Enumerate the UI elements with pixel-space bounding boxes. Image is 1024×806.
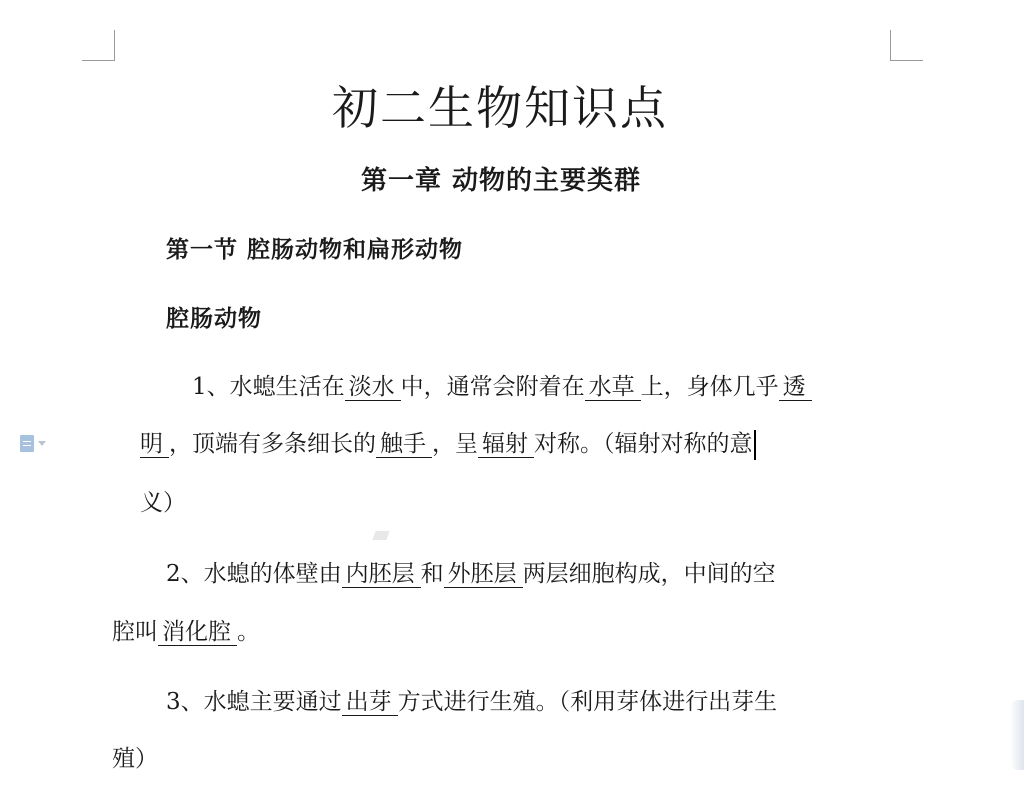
paragraph-menu-button[interactable]: [20, 430, 58, 456]
fill-blank-answer: 消化腔: [158, 619, 237, 646]
chapter-heading: 第一章 动物的主要类群: [360, 166, 642, 196]
page-corner-mark-left: [82, 30, 115, 61]
paragraph-1-line-1[interactable]: [192, 372, 812, 402]
fill-blank-answer: 透: [779, 374, 812, 401]
document-paragraph-icon: [20, 435, 34, 452]
scroll-edge[interactable]: [1010, 700, 1024, 770]
text-run: ，呈: [432, 431, 478, 457]
paragraph-1-line-2[interactable]: [140, 429, 756, 460]
fill-blank-answer: 辐射: [478, 431, 534, 458]
text-run: 殖）: [112, 746, 158, 772]
fill-blank-answer: 水草: [585, 374, 641, 401]
paragraph-3-line-2[interactable]: [112, 744, 158, 774]
text-run: 1、水螅生活在: [192, 374, 345, 400]
document-title: 初二生物知识点: [332, 81, 668, 135]
text-run: 3、水螅主要通过: [166, 689, 342, 715]
paragraph-1-line-3[interactable]: [140, 488, 186, 518]
fill-blank-answer: 内胚层: [342, 561, 421, 588]
text-run: 两层细胞构成，中间的空: [522, 561, 776, 587]
text-run: 上，身体几乎: [640, 374, 779, 400]
fill-blank-answer: 触手: [376, 431, 432, 458]
fill-blank-answer: 出芽: [342, 689, 398, 716]
text-run: 义）: [140, 490, 186, 516]
paragraph-3-line-1[interactable]: [166, 687, 777, 717]
fill-blank-answer: 淡水: [345, 374, 401, 401]
text-run: 。: [237, 619, 260, 645]
fill-blank-answer: 明: [140, 431, 169, 458]
fill-blank-answer: 外胚层: [444, 561, 523, 588]
text-run: 和: [420, 561, 444, 587]
text-run: 方式进行生殖。（利用芽体进行出芽生: [397, 689, 778, 715]
stray-mark: [372, 531, 389, 540]
chevron-down-icon: [38, 441, 46, 446]
text-run: 腔叫: [112, 619, 158, 645]
text-run: 2、水螅的体壁由: [166, 561, 342, 587]
text-run: 中，通常会附着在: [400, 374, 585, 400]
text-cursor: [754, 430, 756, 460]
text-run: ，顶端有多条细长的: [169, 431, 376, 457]
text-run: 对称。（辐射对称的意: [534, 431, 753, 457]
section-heading: 第一节 腔肠动物和扁形动物: [166, 237, 464, 263]
paragraph-2-line-2[interactable]: [112, 617, 260, 647]
subsection-heading: 腔肠动物: [166, 306, 262, 332]
paragraph-2-line-1[interactable]: [166, 559, 776, 589]
page-corner-mark-right: [890, 30, 923, 61]
